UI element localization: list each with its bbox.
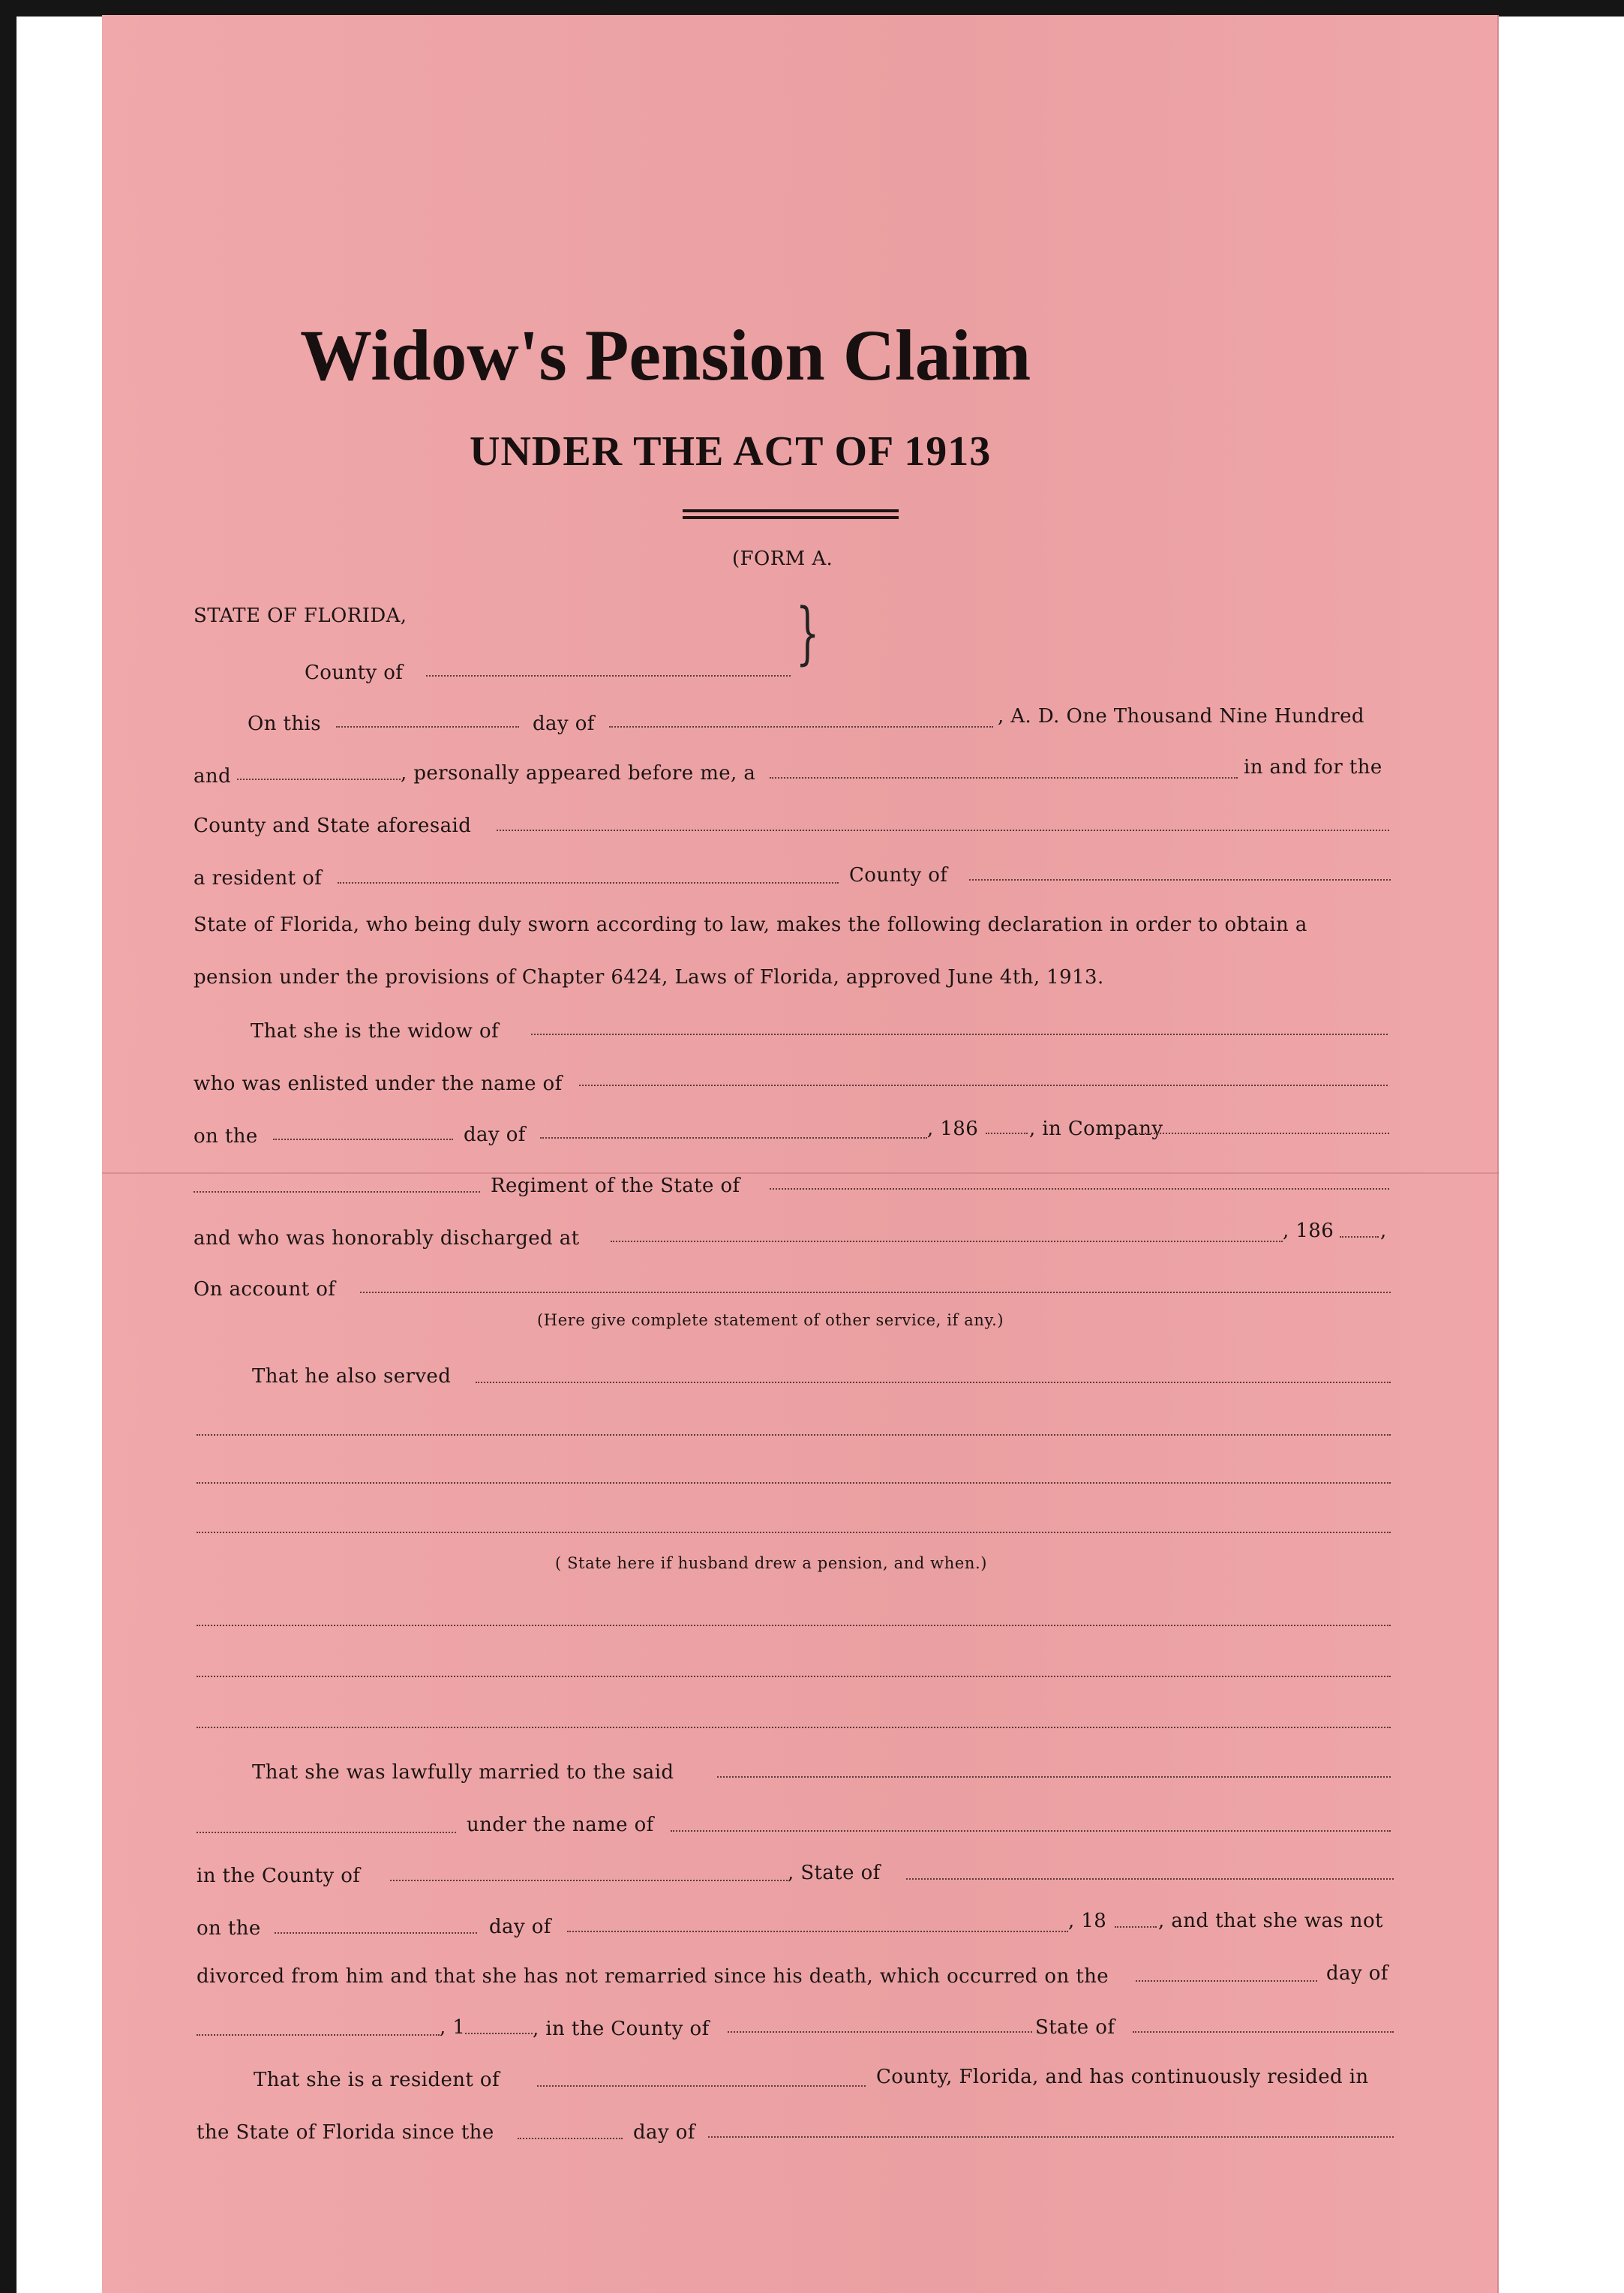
death-day-field[interactable]: [1136, 1980, 1317, 1982]
personally-appeared-text: , personally appeared before me, a: [401, 762, 756, 785]
married-to-field[interactable]: [717, 1776, 1391, 1778]
on-the-label: on the: [194, 1125, 258, 1148]
service-note: (Here give complete statement of other service, if any.): [537, 1311, 1004, 1329]
year-186-label: , 186: [927, 1118, 979, 1140]
regiment-state-field[interactable]: [770, 1188, 1389, 1190]
declaration-line-2: pension under the provisions of Chapter 6424, Laws of Florida, approved June 4th, 1913.: [194, 966, 1104, 989]
county-field[interactable]: [426, 675, 791, 677]
pension-field-3[interactable]: [197, 1727, 1391, 1728]
also-served-label: That he also served: [252, 1365, 452, 1388]
day-of-label-2: day of: [464, 1124, 526, 1146]
state-of-label: , State of: [788, 1862, 881, 1884]
in-county-of-label-2: , in the County of: [533, 2018, 710, 2040]
discharged-place-field[interactable]: [611, 1241, 1283, 1242]
pension-field-2[interactable]: [197, 1676, 1391, 1677]
on-this-day-field[interactable]: [336, 726, 519, 728]
also-served-field-2[interactable]: [197, 1434, 1391, 1436]
scan-border-left: [0, 0, 17, 2293]
paper-fold: [102, 1172, 1499, 1174]
since-the-label: the State of Florida since the: [197, 2121, 494, 2144]
since-day-field[interactable]: [518, 2138, 623, 2139]
company-field[interactable]: [1136, 1133, 1389, 1134]
death-county-field[interactable]: [728, 2031, 1032, 2033]
marriage-state-field[interactable]: [906, 1878, 1394, 1880]
and-label: and: [194, 765, 232, 788]
death-state-field[interactable]: [1133, 2031, 1394, 2033]
enlist-day-field[interactable]: [273, 1139, 453, 1140]
day-of-label: day of: [533, 713, 595, 735]
form-title: Widow's Pension Claim: [300, 315, 1031, 395]
year-1-label: , 1: [440, 2016, 466, 2039]
lawfully-married-label: That she was lawfully married to the said: [252, 1761, 674, 1784]
resident-of-label: That she is a resident of: [254, 2069, 500, 2091]
in-company-label: , in Company: [1029, 1118, 1163, 1140]
year-18-label: , 18: [1068, 1910, 1107, 1932]
also-served-field-1[interactable]: [476, 1382, 1391, 1383]
in-county-of-label: in the County of: [197, 1865, 361, 1887]
discharge-year-field[interactable]: [1340, 1236, 1379, 1238]
discharged-at-label: and who was honorably discharged at: [194, 1227, 580, 1250]
on-account-of-label: On account of: [194, 1278, 336, 1301]
since-month-field[interactable]: [708, 2136, 1394, 2138]
on-this-label: On this: [248, 713, 321, 735]
maiden-name-field[interactable]: [671, 1830, 1391, 1832]
state-header: STATE OF FLORIDA,: [194, 605, 407, 627]
not-divorced-tail: , and that she was not: [1158, 1910, 1383, 1932]
enlisted-under-label: who was enlisted under the name of: [194, 1073, 563, 1095]
scan-border-top: [0, 0, 1624, 17]
county-label: County of: [305, 662, 404, 684]
a-resident-of-label: a resident of: [194, 867, 323, 890]
marriage-day-field[interactable]: [275, 1932, 477, 1934]
discharge-year-label: , 186: [1283, 1220, 1334, 1242]
on-the-label-2: on the: [197, 1917, 261, 1940]
on-account-of-field[interactable]: [360, 1292, 1391, 1293]
county-florida-text: County, Florida, and has continuously resided in: [876, 2066, 1369, 2088]
state-of-label-2: State of: [1035, 2016, 1115, 2039]
under-name-label: under the name of: [467, 1814, 654, 1836]
also-served-field-3[interactable]: [197, 1482, 1391, 1484]
day-of-label-4: day of: [1326, 1962, 1388, 1985]
death-year-field[interactable]: [465, 2033, 533, 2034]
marriage-county-field[interactable]: [390, 1880, 788, 1881]
day-of-label-5: day of: [633, 2121, 695, 2144]
officer-title-field[interactable]: [770, 777, 1238, 779]
declaration-line-1: State of Florida, who being duly sworn according to law, makes the following declaration in order to obtain a: [194, 914, 1307, 936]
resident-county-field[interactable]: [537, 2085, 866, 2087]
divorced-line: divorced from him and that she has not remarried since his death, which occurred on the: [197, 1965, 1109, 1988]
widow-of-label: That she is the widow of: [251, 1020, 500, 1043]
enlisted-name-field[interactable]: [579, 1085, 1388, 1086]
also-served-field-4[interactable]: [197, 1532, 1391, 1533]
in-and-for-text: in and for the: [1244, 756, 1382, 779]
pension-note: ( State here if husband drew a pension, and when.): [555, 1554, 988, 1572]
form-label: (FORM A.: [732, 548, 833, 570]
form-subtitle: UNDER THE ACT OF 1913: [470, 428, 992, 475]
death-month-field[interactable]: [197, 2034, 440, 2036]
month-field[interactable]: [609, 726, 993, 728]
discharge-comma: ,: [1380, 1220, 1387, 1242]
scan-margin: [17, 17, 105, 2293]
marriage-year-field[interactable]: [1115, 1926, 1157, 1928]
enlist-month-field[interactable]: [540, 1137, 927, 1139]
county-of-label-2: County of: [849, 864, 948, 887]
county-of-field-2[interactable]: [969, 879, 1391, 881]
regiment-field[interactable]: [194, 1191, 480, 1193]
resident-of-field[interactable]: [338, 882, 839, 884]
header-brace: }: [795, 594, 820, 673]
regiment-label: Regiment of the State of: [491, 1175, 740, 1197]
marriage-month-field[interactable]: [567, 1931, 1068, 1932]
aforesaid-field[interactable]: [497, 830, 1389, 831]
title-rule-bottom: [683, 516, 899, 519]
county-state-aforesaid-text: County and State aforesaid: [194, 815, 472, 837]
widow-of-field[interactable]: [531, 1034, 1388, 1035]
enlist-year-field[interactable]: [986, 1133, 1028, 1134]
pension-field-1[interactable]: [197, 1625, 1391, 1626]
marriage-date-field[interactable]: [197, 1832, 456, 1833]
year-field[interactable]: [237, 779, 401, 780]
title-rule-top: [683, 509, 899, 512]
ad-text: , A. D. One Thousand Nine Hundred: [998, 705, 1364, 728]
day-of-label-3: day of: [489, 1916, 551, 1938]
